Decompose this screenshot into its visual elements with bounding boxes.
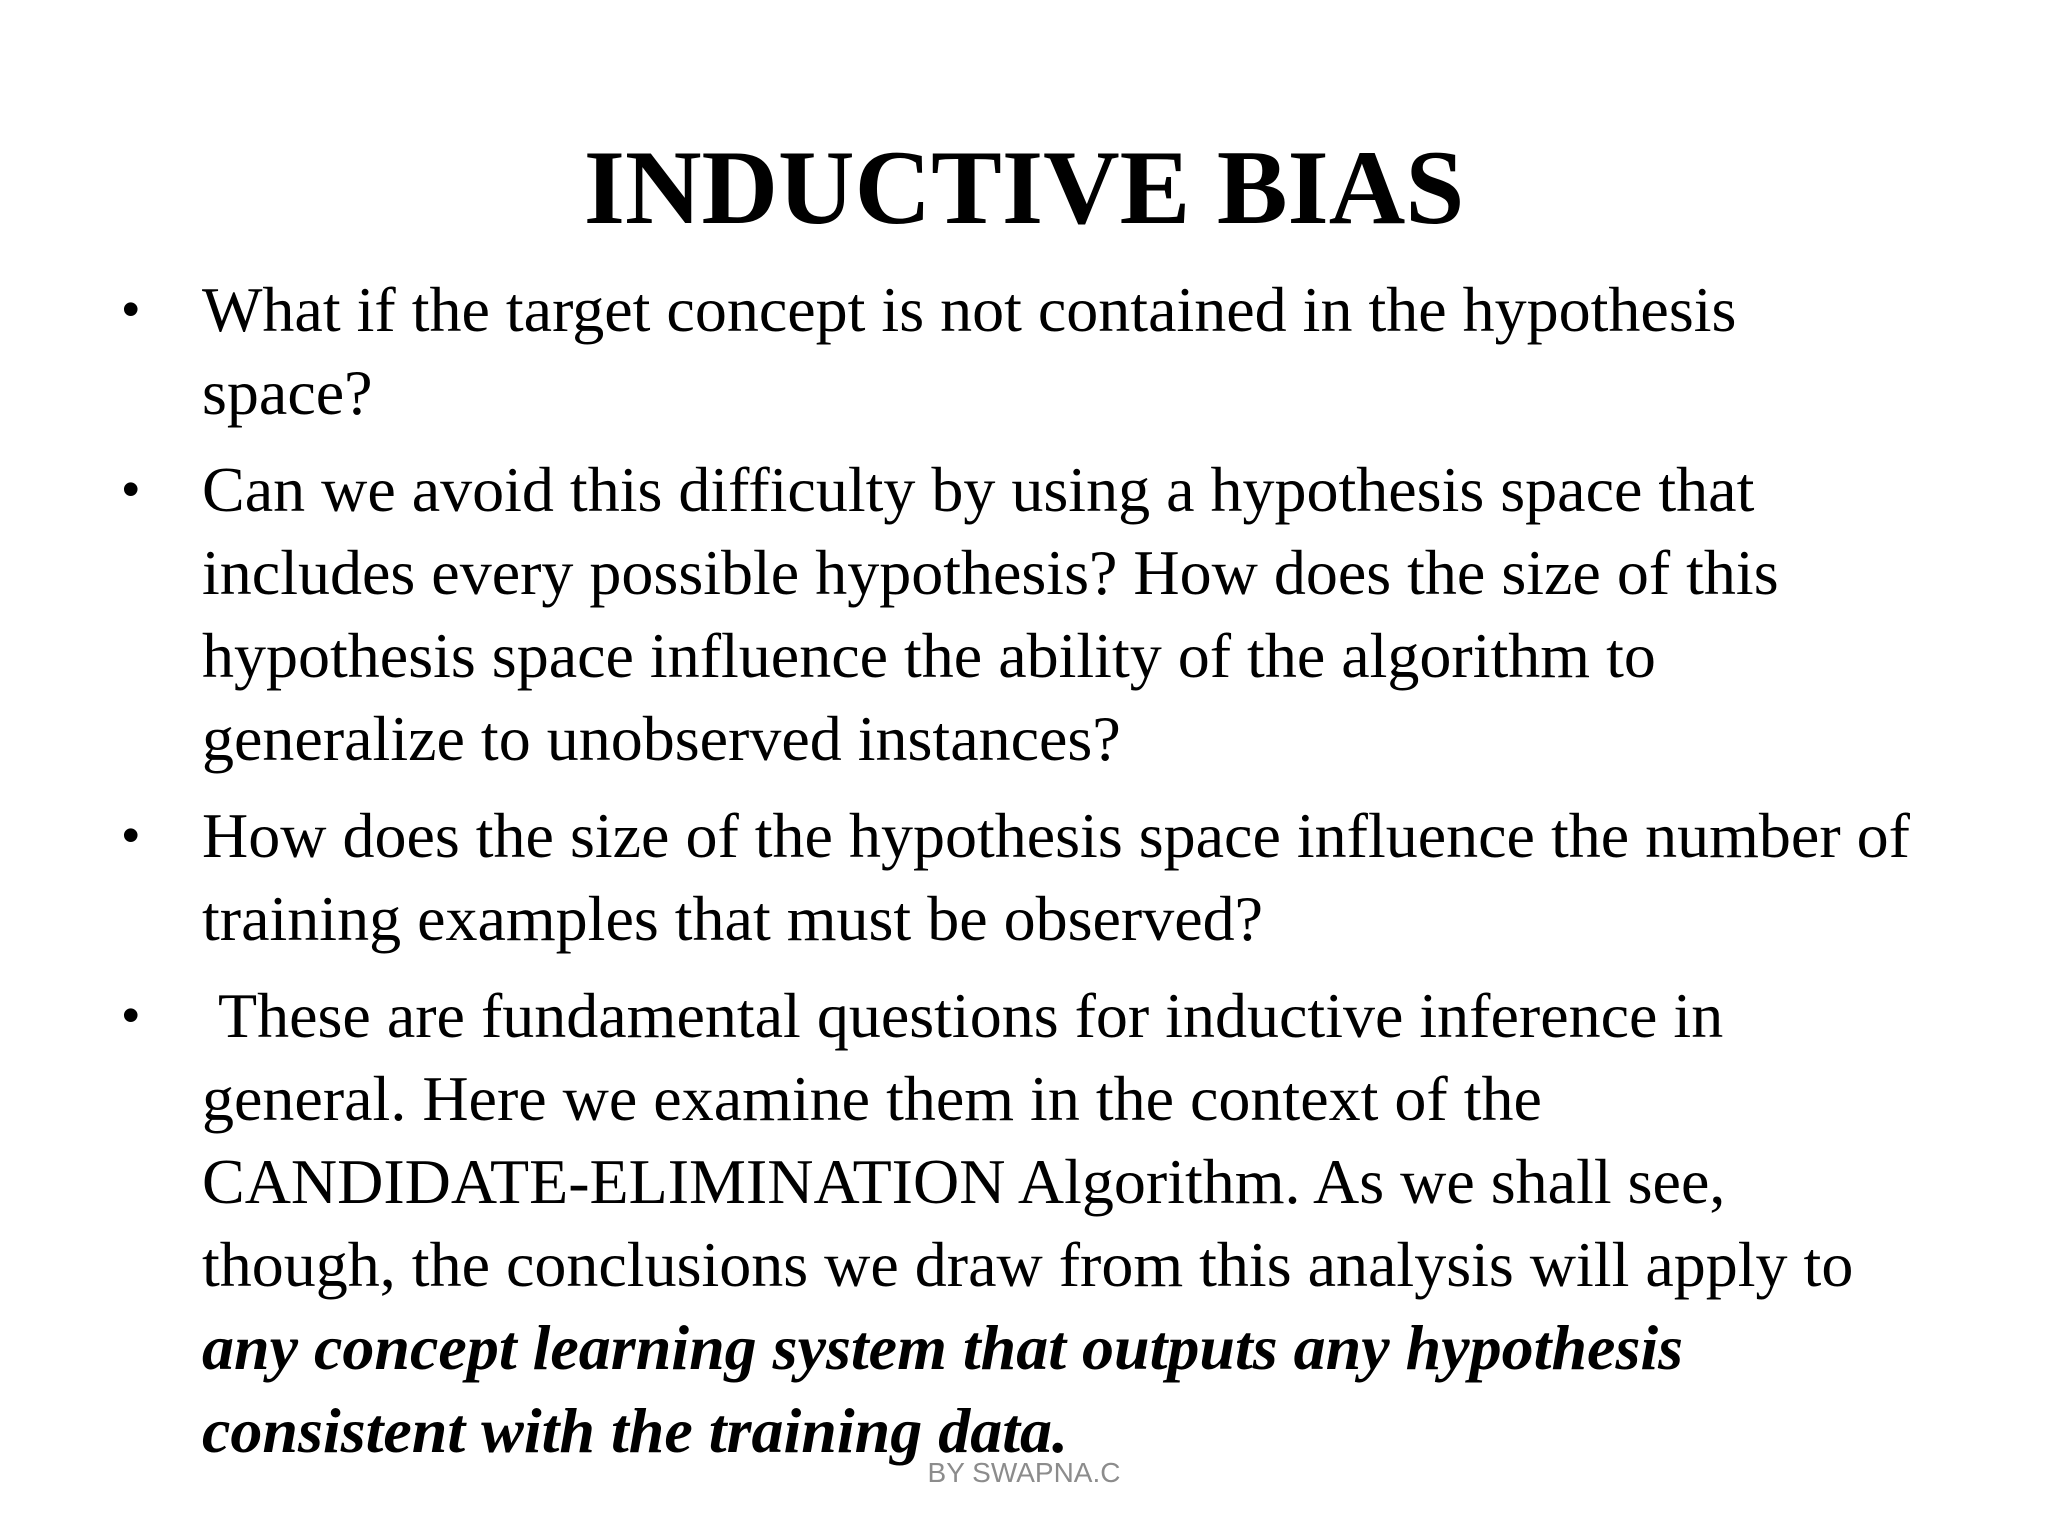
- bullet-text-1: What if the target concept is not contained in the hypothesis space?: [202, 274, 1737, 428]
- bullet-emphasis-text: any concept learning system that outputs any hypothesis consistent with the training data.: [202, 1312, 1684, 1466]
- bullet-item-3: [122, 794, 1922, 960]
- bullet-item-2: [122, 448, 1922, 780]
- bullet-item-4: [122, 974, 1922, 1472]
- bullet-text-2: Can we avoid this difficulty by using a hypothesis space that includes every possible hypothesis? How does the size of this hypothesis space influence the ability of the algorithm to generalize to unobserved instances?: [202, 454, 1779, 774]
- footer-credit: BY SWAPNA.C: [927, 1457, 1121, 1488]
- bullet-list: [122, 268, 1922, 1486]
- bullet-icon: •: [122, 807, 140, 863]
- bullet-text-4: These are fundamental questions for inductive inference in general. Here we examine them in the context of the CANDIDATE-ELIMINATION Algorithm. As we shall see, though, the conclusions we draw from this analysis will apply to: [202, 980, 1870, 1300]
- bullet-text-3: How does the size of the hypothesis space influence the number of training examples that must be observed?: [202, 800, 1910, 954]
- bullet-icon: •: [122, 987, 140, 1043]
- bullet-item-1: [122, 268, 1922, 434]
- bullet-icon: •: [122, 461, 140, 517]
- slide-title: INDUCTIVE BIAS: [583, 129, 1465, 246]
- bullet-icon: •: [122, 281, 140, 337]
